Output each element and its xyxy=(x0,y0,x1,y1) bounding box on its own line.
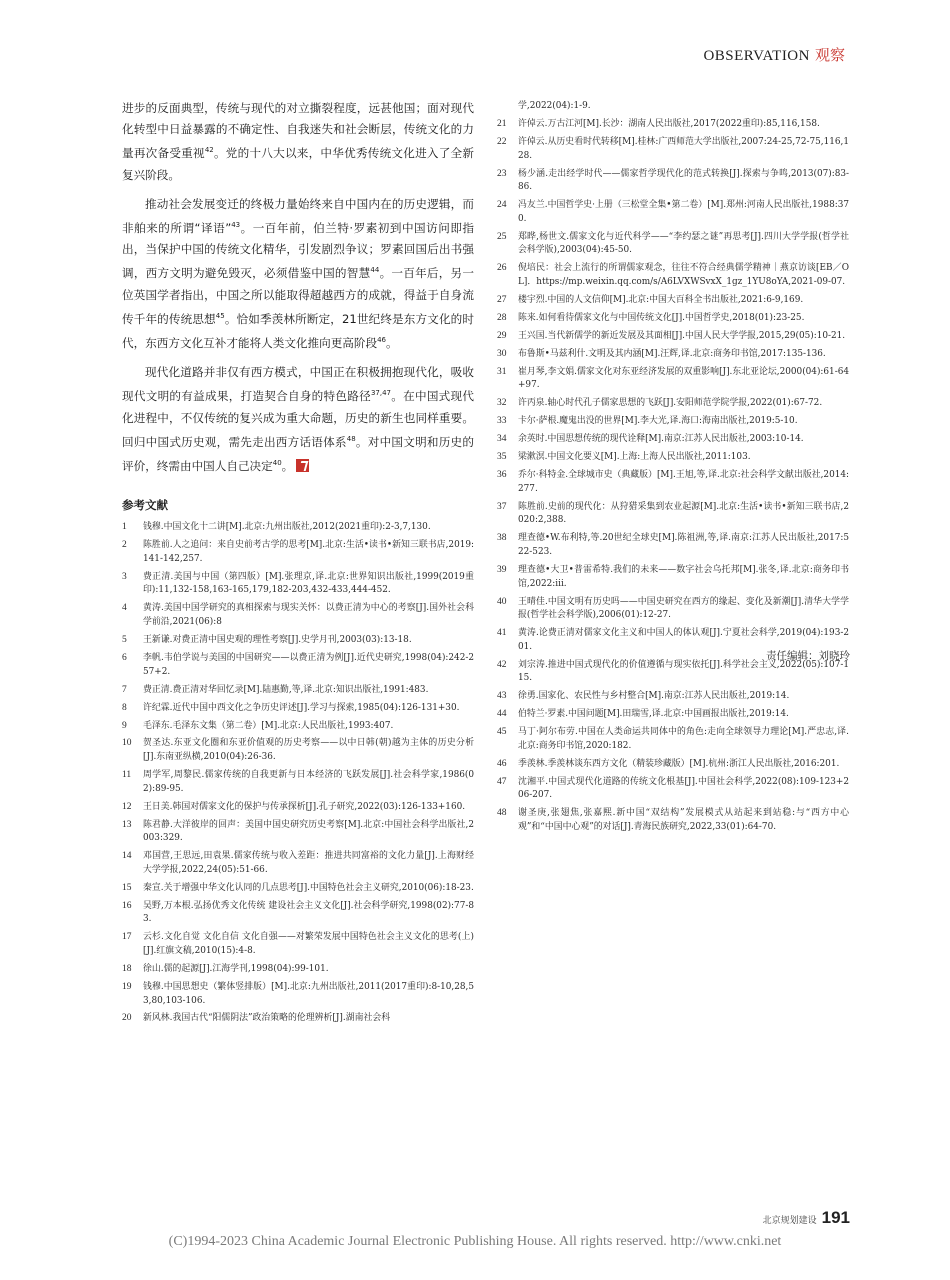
reference-text: 卡尔·萨根.魔鬼出没的世界[M].李大光,译.海口:海南出版社,2019:5-10. xyxy=(518,416,798,427)
reference-number: 47 xyxy=(497,776,507,787)
page-footer xyxy=(763,1208,850,1228)
reference-item xyxy=(497,168,849,195)
page-number: 191 xyxy=(821,1208,850,1227)
reference-item xyxy=(497,312,849,326)
reference-item xyxy=(122,652,474,679)
reference-text: 理查德•W.布利特,等.20世纪全球史[M].陈祖洲,等,译.南京:江苏人民出版社,2017:522-523. xyxy=(518,533,849,558)
footer-journal-name: 北京规划建设 xyxy=(762,1216,817,1226)
reference-text: 伯特兰·罗素.中国问题[M].田瑞雪,译.北京:中国画报出版社,2019:14. xyxy=(518,709,789,720)
reference-text: 陈胜前.史前的现代化：从狩猎采集到农业起源[M].北京:生活•读书•新知三联书店,2020:2,388. xyxy=(518,501,849,526)
text-run: 。党的十八大以来，中华优秀传统文化进入了全新复兴阶段。 xyxy=(122,146,474,182)
reference-number: 31 xyxy=(497,366,507,377)
reference-text: 王晴佳.中国文明有历史吗——中国史研究在西方的缘起、变化及新潮[J].清华大学学报(哲学社会科学版),2006(01):12-27. xyxy=(518,596,849,621)
reference-item xyxy=(122,1012,474,1026)
reference-item xyxy=(497,708,849,722)
reference-number: 16 xyxy=(122,900,132,911)
reference-number: 3 xyxy=(122,571,127,582)
reference-item xyxy=(122,539,474,566)
citation-superscript: 40 xyxy=(272,459,282,468)
reference-number: 4 xyxy=(122,603,127,614)
journal-header xyxy=(703,44,845,65)
reference-item xyxy=(497,469,849,496)
text-run: 。一百年后，另一位英国学者指出，中国之所以能取得超越西方的成就，得益于自身流传千年的传统思想 xyxy=(122,266,474,326)
reference-item xyxy=(122,634,474,648)
references-list-right xyxy=(497,118,849,835)
reference-number: 21 xyxy=(497,118,507,129)
reference-text: 钱穆.中国文化十二讲[M].北京:九州出版社,2012(2021重印):2-3,7,130. xyxy=(143,522,431,533)
citation-superscript: 42 xyxy=(204,146,214,155)
reference-number: 30 xyxy=(497,348,507,359)
reference-text: 倪培民：社会上流行的所谓儒家观念，往往不符合经典儒学精神｜燕京访谈[EB／OL]．https://mp.weixin.qq.com/s/A6LVXWSvxX_1gz_1YU8oYA,2021-09-07. xyxy=(518,263,849,287)
text-run: 。对中国文明和历史的评价，终需由中国人自己决定 xyxy=(122,434,474,474)
reference-item xyxy=(497,118,849,132)
reference-text: 秦宣.关于增强中华文化认同的几点思考[J].中国特色社会主义研究,2010(06):18-23. xyxy=(143,882,474,893)
reference-text: 许倬云.万古江河[M].长沙：湖南人民出版社,2017(2022重印):85,116,158. xyxy=(518,118,820,129)
reference-item xyxy=(122,602,474,629)
right-column xyxy=(497,98,849,839)
reference-number: 37 xyxy=(497,501,507,512)
reference-number: 29 xyxy=(497,330,507,341)
reference-item xyxy=(122,819,474,846)
reference-item xyxy=(122,684,474,698)
reference-text: 钱穆.中国思想史（繁体竖排版）[M].北京:九州出版社,2011(2017重印):8-10,28,53,80,103-106. xyxy=(143,981,474,1006)
reference-text: 李帆.韦伯学说与美国的中国研究——以费正清为例[J].近代史研究,1998(04):242-257+2. xyxy=(143,652,474,677)
reference-number: 45 xyxy=(497,727,507,738)
text-run: 现代化道路并非仅有西方模式，中国正在积极拥抱现代化，吸收现代文明的有益成果，打造契合自身的特色路径 xyxy=(122,365,474,404)
reference-number: 8 xyxy=(122,702,127,713)
reference-number: 33 xyxy=(497,416,507,427)
citation-superscript: 44 xyxy=(370,266,380,275)
reference-number: 13 xyxy=(122,819,132,830)
reference-text: 沈湘平.中国式现代化道路的传统文化根基[J].中国社会科学,2022(08):109-123+206-207. xyxy=(518,776,849,801)
reference-number: 42 xyxy=(497,659,507,670)
reference-number: 2 xyxy=(122,540,127,551)
body-paragraph xyxy=(122,194,474,354)
text-run: 进步的反面典型，传统与现代的对立撕裂程度，远甚他国；面对现代化转型中日益暴露的不确定性、自我迷失和社会断层，传统文化的力量再次备受重视 xyxy=(122,101,474,161)
reference-text: 陈来.如何看待儒家文化与中国传统文化[J].中国哲学史,2018(01):23-25. xyxy=(518,312,805,323)
reference-item xyxy=(497,397,849,411)
text-run: 。 xyxy=(281,459,294,474)
reference-number: 17 xyxy=(122,932,132,943)
reference-text: 季羡林.季羡林谈东西方文化（精装珍藏版）[M].杭州:浙江人民出版社,2016:201. xyxy=(518,758,840,769)
reference-number: 11 xyxy=(122,770,132,781)
reference-number: 7 xyxy=(122,684,127,695)
reference-text: 徐勇.国家化、农民性与乡村整合[M].南京:江苏人民出版社,2019:14. xyxy=(518,691,790,702)
citation-superscript: 48 xyxy=(346,434,356,443)
reference-item xyxy=(497,726,849,753)
reference-item xyxy=(122,882,474,896)
reference-number: 44 xyxy=(497,709,507,720)
reference-number: 1 xyxy=(122,522,127,533)
reference-text: 陈君静.大洋彼岸的回声：美国中国史研究历史考察[M].北京:中国社会科学出版社,2003:329. xyxy=(143,819,474,844)
reference-number: 20 xyxy=(122,1013,132,1024)
reference-item xyxy=(122,900,474,927)
citation-superscript: 43 xyxy=(231,221,241,230)
text-run: 推动社会发展变迁的终极力量始终来自中国内在的历史逻辑，而非舶来的所谓“译语” xyxy=(122,196,474,236)
reference-number: 48 xyxy=(497,808,507,819)
reference-item xyxy=(122,769,474,796)
reference-item xyxy=(497,451,849,465)
reference-number: 38 xyxy=(497,533,507,544)
reference-text: 理查德•大卫•普雷希特.我们的未来——数字社会乌托邦[M].张冬,译.北京:商务印书馆,2022:iii. xyxy=(518,565,849,589)
reference-item xyxy=(497,348,849,362)
reference-text: 陈胜前.人之追问：来自史前考古学的思考[M].北京:生活•读书•新知三联书店,2019:141-142,257. xyxy=(143,540,474,564)
reference-text: 徐山.儒的起源[J].江海学刊,1998(04):99-101. xyxy=(143,963,329,974)
reference-item xyxy=(497,596,849,623)
reference-item xyxy=(497,262,849,289)
reference-item xyxy=(122,801,474,815)
reference-text: 费正清.费正清对华回忆录[M].陆惠勤,等,译.北京:知识出版社,1991:483. xyxy=(143,684,429,695)
reference-text: 王兴国.当代新儒学的新近发展及其面相[J].中国人民大学学报,2015,29(05):10-21. xyxy=(518,330,846,341)
reference-item xyxy=(122,963,474,977)
reference-text: 郑晔,杨世文.儒家文化与近代科学——“李约瑟之谜”再思考[J].四川大学学报(哲学社会科学版),2003(04):45-50. xyxy=(518,231,849,256)
reference-text: 马丁·阿尔布劳.中国在人类命运共同体中的角色:走向全球领导力理论[M].严忠志,译.北京:商务印书馆,2020:182. xyxy=(518,727,849,751)
reference-text: 黄涛.论费正清对儒家文化主义和中国人的体认观[J].宁夏社会科学,2019(04):193-201. xyxy=(518,628,849,652)
reference-text: 王日美.韩国对儒家文化的保护与传承探析[J].孔子研究,2022(03):126-133+160. xyxy=(143,801,466,812)
reference-item xyxy=(497,415,849,429)
reference-text: 周学军,周黎民.儒家传统的自我更新与日本经济的飞跃发展[J].社会科学家,1986(02):89-95. xyxy=(143,770,474,794)
header-title-cn: 观察 xyxy=(814,46,845,64)
reference-item xyxy=(497,776,849,803)
reference-number: 43 xyxy=(497,691,507,702)
reference-item xyxy=(122,571,474,598)
reference-number: 41 xyxy=(497,628,507,639)
reference-text: 许纪霖.近代中国中西文化之争历史评述[J].学习与探索,1985(04):126-131+30. xyxy=(143,702,460,713)
reference-number: 40 xyxy=(497,596,507,607)
reference-number: 27 xyxy=(497,294,507,305)
reference-number: 23 xyxy=(497,168,507,179)
article-end-mark-icon xyxy=(296,459,309,472)
text-run: 。一百年前，伯兰特·罗素初到中国访问即指出，当保护中国的传统文化精华，引发剧烈争议；罗素回国后出书强调，西方文明为避免毁灭，必须借鉴中国的智慧 xyxy=(122,221,475,281)
reference-number: 12 xyxy=(122,801,132,812)
citation-superscript: 45 xyxy=(215,311,225,320)
citation-superscript: 37,47 xyxy=(370,389,391,398)
reference-item xyxy=(497,532,849,559)
reference-number: 28 xyxy=(497,312,507,323)
reference-item xyxy=(122,850,474,877)
reference-number: 32 xyxy=(497,398,507,409)
reference-item xyxy=(122,702,474,716)
references-title: 参考文献 xyxy=(122,498,168,513)
reference-item xyxy=(497,199,849,226)
reference-number: 22 xyxy=(497,136,507,147)
reference-text: 吴野,万本根.弘扬优秀文化传统 建设社会主义文化[J].社会科学研究,1998(02):77-83. xyxy=(143,900,474,925)
reference-number: 46 xyxy=(497,758,507,769)
reference-item xyxy=(497,690,849,704)
body-paragraph xyxy=(122,362,474,477)
reference-text: 贺圣达.东亚文化圈和东亚价值观的历史考察——以中日韩(朝)越为主体的历史分析[J].东南亚纵横,2010(04):26-36. xyxy=(143,738,474,763)
reference-item xyxy=(497,758,849,772)
reference-text: 杨少涵.走出经学时代——儒家哲学现代化的范式转换[J].探索与争鸣,2013(07):83-86. xyxy=(518,168,849,193)
reference-item xyxy=(497,294,849,308)
reference-item xyxy=(122,737,474,764)
text-run: 。在中国式现代化进程中，不仅传统的复兴成为重大命题，历史的新生也同样重要。回归中国式历史观，需先走出西方话语体系 xyxy=(122,389,474,449)
reference-number: 19 xyxy=(122,981,132,992)
reference-item xyxy=(122,521,474,535)
reference-number: 34 xyxy=(497,434,507,445)
reference-item xyxy=(497,807,849,834)
reference-item xyxy=(122,981,474,1008)
responsible-editor: 责任编辑：刘晓玲 xyxy=(766,650,850,662)
reference-text: 刘宗涛.推进中国式现代化的价值遵循与现实依托[J].科学社会主义,2022(05):107-115. xyxy=(518,659,849,684)
left-column xyxy=(122,98,474,1030)
reference-number: 18 xyxy=(122,963,132,974)
reference-number: 35 xyxy=(497,452,507,463)
reference-text: 新风林.我国古代“阳儒阴法”政治策略的伦理辨析[J].湖南社会科 xyxy=(143,1013,391,1024)
reference-item xyxy=(122,931,474,958)
reference-text: 布鲁斯•马兹利什.文明及其内涵[M].汪辉,译.北京:商务印书馆,2017:135-136. xyxy=(518,348,826,359)
reference-number: 6 xyxy=(122,652,127,663)
reference-item xyxy=(497,231,849,258)
reference-text: 邓国营,王思远,田袁果.儒家传统与收入差距：推进共同富裕的文化力量[J].上海财经大学学报,2022,24(05):51-66. xyxy=(143,851,474,875)
reference-number: 25 xyxy=(497,231,507,242)
reference-number: 26 xyxy=(497,263,507,274)
reference-text: 谢圣庚,张翅焦,张嘉熙.新中国“双结构”发展模式从站起来到站稳:与“西方中心观”和“中国中心观”的对话[J].青海民族研究,2022,33(01):64-70. xyxy=(518,808,849,833)
references-list-left xyxy=(122,521,474,1026)
reference-text: 冯友兰.中国哲学史·上册（三松堂全集•第二卷）[M].郑州:河南人民出版社,1988:370. xyxy=(518,200,849,224)
reference-text: 许倬云.从历史看时代转移[M].桂林:广西师范大学出版社,2007:24-25,72-75,116,128. xyxy=(518,136,849,161)
reference-item xyxy=(122,720,474,734)
header-title-en: OBSERVATION xyxy=(703,48,810,64)
text-run: 。 xyxy=(386,336,398,351)
reference-number: 14 xyxy=(122,851,132,862)
text-run: 。恰如季羡林所断定，21世纪终是东方文化的时代，东西方文化互补才能将人类文化推向更高阶段 xyxy=(122,311,474,351)
citation-superscript: 46 xyxy=(377,336,386,345)
reference-item xyxy=(497,136,849,163)
reference-text: 余英时.中国思想传统的现代诠释[M].南京:江苏人民出版社,2003:10-14. xyxy=(518,434,804,445)
reference-text: 王新谦.对费正清中国史观的理性考察[J].史学月刊,2003(03):13-18. xyxy=(143,634,412,645)
reference-text: 乔尔·科特金.全球城市史（典藏版）[M].王旭,等,译.北京:社会科学文献出版社,2014:277. xyxy=(518,470,849,494)
reference-number: 39 xyxy=(497,565,507,576)
body-paragraph xyxy=(122,98,474,186)
reference-item xyxy=(497,366,849,393)
reference-20-continuation: 学,2022(04):1-9. xyxy=(518,101,591,111)
reference-item xyxy=(497,433,849,447)
reference-text: 崔月琴,李文娟.儒家文化对东亚经济发展的双重影响[J].东北亚论坛,2000(04):61-64+97. xyxy=(518,366,849,391)
reference-text: 毛泽东.毛泽东文集（第二卷）[M].北京:人民出版社,1993:407. xyxy=(143,720,394,731)
reference-number: 9 xyxy=(122,720,127,731)
reference-text: 黄涛.美国中国学研究的真相探索与现实关怀：以费正清为中心的考察[J].国外社会科学前沿,2021(06):8 xyxy=(143,603,474,627)
article-body xyxy=(122,98,474,477)
reference-number: 10 xyxy=(122,738,132,749)
reference-text: 楼宇烈.中国的人文信仰[M].北京:中国大百科全书出版社,2021:6-9,169. xyxy=(518,294,804,305)
reference-text: 许丙泉.轴心时代孔子儒家思想的飞跃[J].安阳师范学院学报,2022(01):67-72. xyxy=(518,398,823,409)
reference-number: 5 xyxy=(122,634,127,645)
reference-item xyxy=(497,564,849,591)
copyright-notice: (C)1994-2023 China Academic Journal Electronic Publishing House. All rights reserved. http://www.cnki.net xyxy=(168,1234,782,1249)
reference-number: 36 xyxy=(497,470,507,481)
reference-number: 24 xyxy=(497,200,507,211)
reference-text: 云杉.文化自觉 文化自信 文化自强——对繁荣发展中国特色社会主义文化的思考(上)[J].红旗文稿,2010(15):4-8. xyxy=(143,932,474,956)
reference-number: 15 xyxy=(122,882,132,893)
reference-item xyxy=(497,501,849,528)
reference-text: 费正清.美国与中国（第四版）[M].张理京,译.北京:世界知识出版社,1999(2019重印):11,132-158,163-165,179,182-203,432-433,444-452. xyxy=(143,571,474,596)
reference-item xyxy=(497,330,849,344)
reference-text: 梁漱溟.中国文化要义[M].上海:上海人民出版社,2011:103. xyxy=(518,452,751,463)
